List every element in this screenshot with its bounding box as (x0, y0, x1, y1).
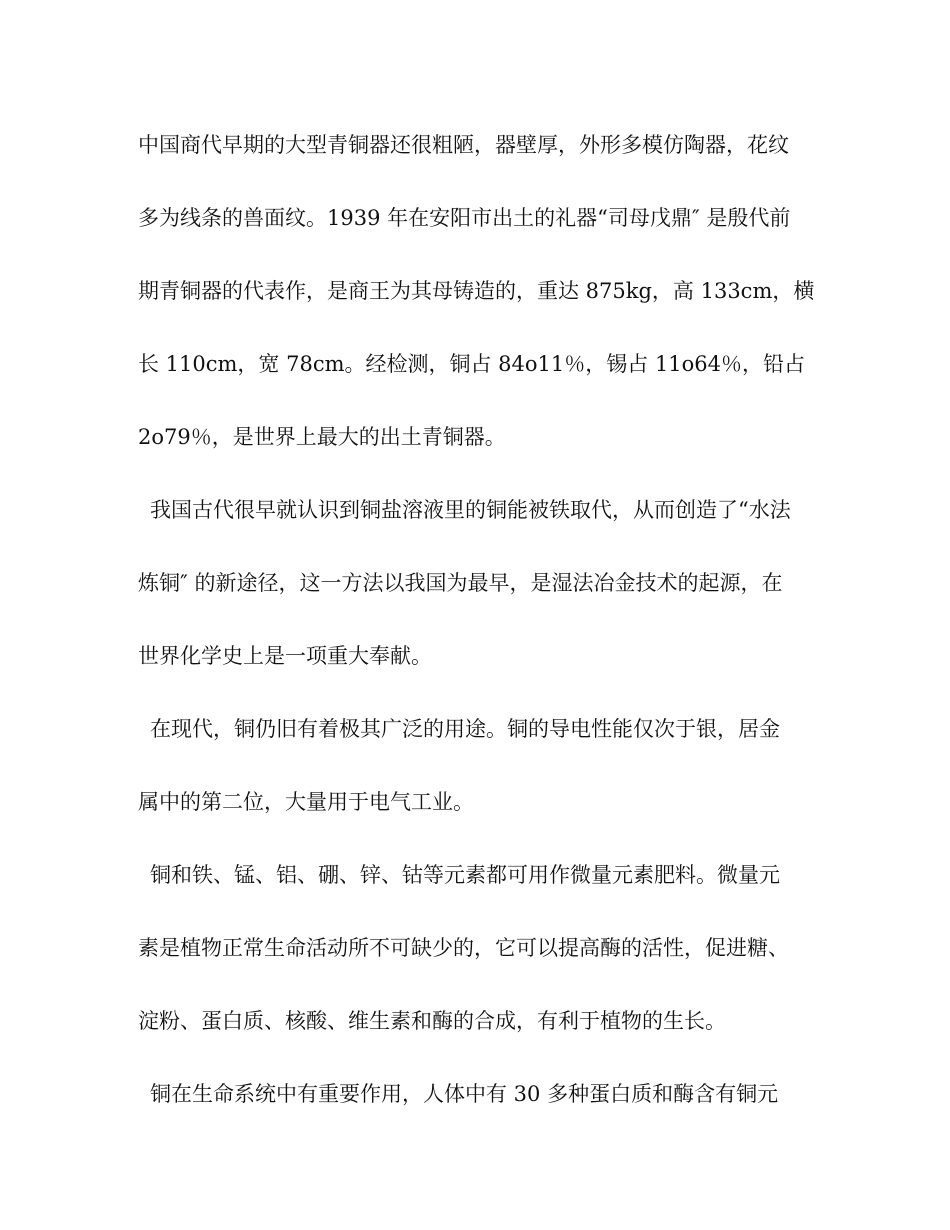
paragraph-start-line: 在现代，铜仍旧有着极其广泛的用途。铜的导电性能仅次于银，居金 (150, 717, 780, 741)
text-line: 2o79％，是世界上最大的出土青铜器。 (138, 425, 506, 449)
text-line: 中国商代早期的大型青铜器还很粗陋，器壁厚，外形多模仿陶器，花纹 (138, 133, 789, 157)
paragraph-start-line: 我国古代很早就认识到铜盐溶液里的铜能被铁取代，从而创造了“水法 (150, 498, 791, 522)
text-line: 世界化学史上是一项重大奉献。 (138, 644, 432, 668)
text-line: 炼铜″ 的新途径，这一方法以我国为最早，是湿法冶金技术的起源，在 (138, 571, 783, 595)
paragraph-start-line: 铜在生命系统中有重要作用，人体中有 30 多种蛋白质和酶含有铜元 (150, 1082, 779, 1106)
text-line: 长 110cm，宽 78cm。经检测，铜占 84o11％，锡占 11o64％，铅占 (138, 352, 806, 376)
paragraph-start-line: 铜和铁、锰、铝、硼、锌、钴等元素都可用作微量元素肥料。微量元 (150, 863, 780, 887)
text-line: 属中的第二位，大量用于电气工业。 (138, 790, 474, 814)
text-line: 多为线条的兽面纹。1939 年在安阳市出土的礼器“司母戊鼎″ 是殷代前 (138, 206, 791, 230)
text-line: 期青铜器的代表作，是商王为其母铸造的，重达 875kg，高 133cm，横 (138, 279, 815, 303)
text-line: 素是植物正常生命活动所不可缺少的，它可以提高酶的活性，促进糖、 (138, 936, 789, 960)
text-line: 淀粉、蛋白质、核酸、维生素和酶的合成，有利于植物的生长。 (138, 1009, 726, 1033)
